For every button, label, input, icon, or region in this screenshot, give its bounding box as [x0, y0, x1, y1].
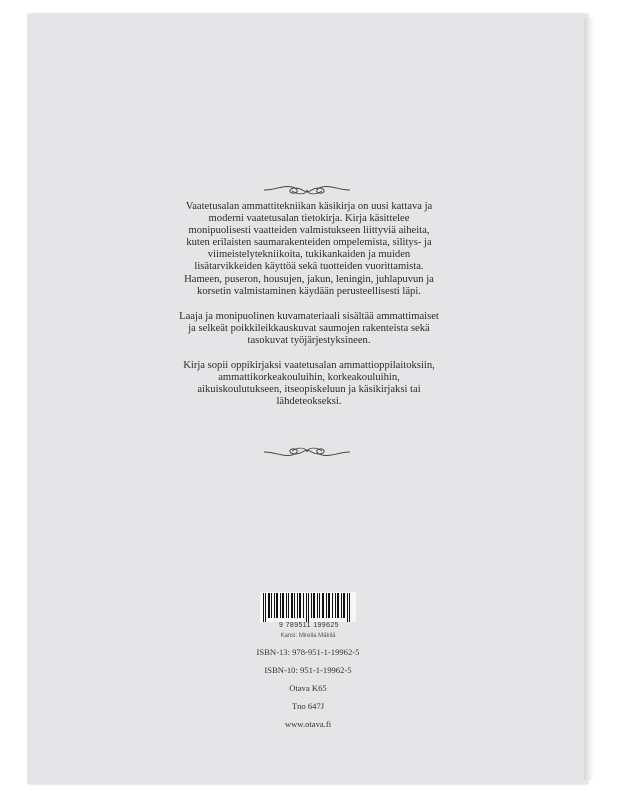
- blurb-paragraph-2: Laaja ja monipuolinen kuvamateriaali sisältää ammattimaiset ja selkeät poikkileikkauskuvat saumojen rakenteista sekä tasokuvat työjärjestyksineen.: [179, 310, 439, 346]
- flourish-ornament-icon: [262, 442, 352, 462]
- back-cover-content: [28, 14, 588, 784]
- blurb-text: [178, 201, 440, 421]
- barcode-number: 9 789511 199625: [279, 622, 339, 629]
- publisher-website: www.otava.fi: [284, 719, 332, 729]
- blurb-paragraph-1: Vaatetusalan ammattitekniikan käsikirja on uusi kattava ja moderni vaatetusalan tietokirja. Kirja käsittelee monipuolisesti vaatteiden valmistukseen liittyviä aiheita, kuten erilaisten saumarakenteiden ompelemista, silitys- ja viimeistelytekniikoita, tukikankaiden ja muiden lisätarvikkeiden käyttöä sekä tuotteiden vuorittamista. Hameen, puseron, housujen, jakun, leningin, juhlapuvun ja korsetin valmistaminen käydään perusteellisesti läpi.: [184, 201, 434, 297]
- flourish-ornament-icon: [262, 180, 352, 200]
- publisher-code: Otava K65: [289, 683, 327, 693]
- barcode-icon: [260, 592, 356, 622]
- cover-credit: Kansi: Mirella Mäkilä: [280, 633, 336, 639]
- blurb-paragraph-3: Kirja sopii oppikirjaksi vaatetusalan ammattioppilaitoksiin, ammattikorkeakouluihin, korkeakouluihin, aikuiskoulutukseen, itseopiskeluun ja käsikirjaksi tai lähdeteokseksi.: [183, 360, 435, 408]
- isbn-10: ISBN-10: 951-1-19962-5: [264, 665, 352, 675]
- publication-info: [228, 643, 388, 733]
- tno-code: Tno 647J: [291, 701, 325, 711]
- isbn-13: ISBN-13: 978-951-1-19962-5: [256, 647, 360, 657]
- page-edge: [584, 18, 594, 780]
- book-back-cover: [28, 14, 588, 784]
